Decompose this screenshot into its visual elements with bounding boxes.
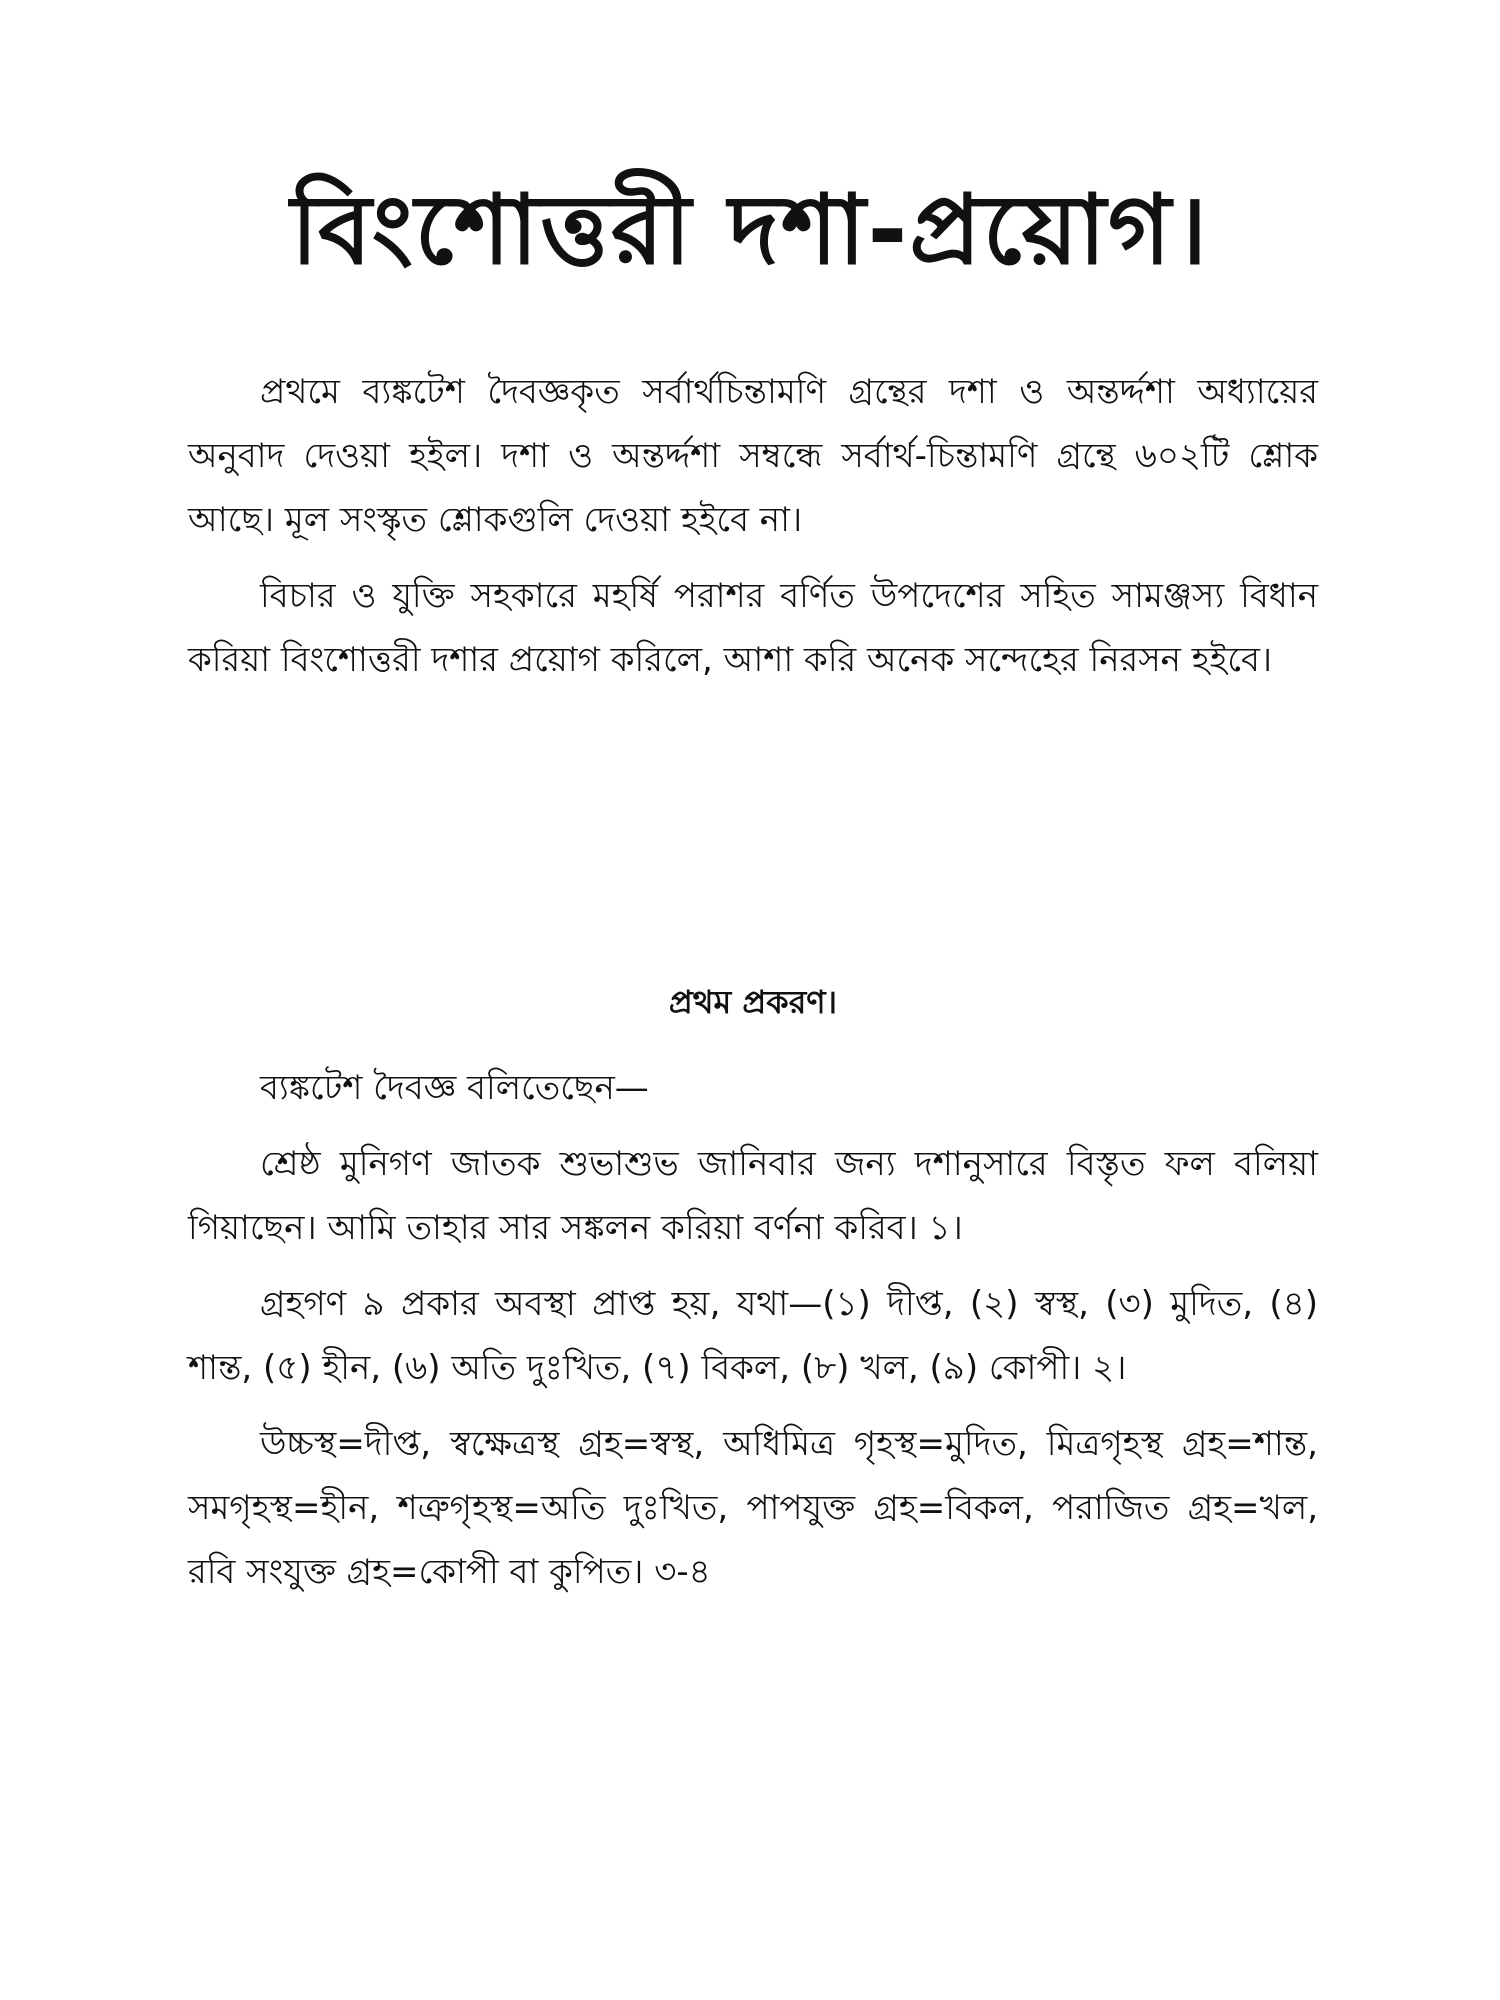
chapter-paragraph-1: ব্যঙ্কটেশ দৈবজ্ঞ বলিতেছেন— [260,1068,649,1108]
chapter-paragraph-2: শ্রেষ্ঠ মুনিগণ জাতক শুভাশুভ জানিবার জন্য দশানুসারে বিস্তৃত ফল বলিয়া গিয়াছেন। আমি তাহার সার সঙ্কলন করিয়া বর্ণনা করিব। ১। [188,1144,1318,1248]
chapter-paragraph-4: উচ্চস্থ=দীপ্ত, স্বক্ষেত্রস্থ গ্রহ=স্বস্থ, অধিমিত্র গৃহস্থ=মুদিত, মিত্রগৃহস্থ গ্রহ=শান্ত, সমগৃহস্থ=হীন, শত্রুগৃহস্থ=অতি দুঃখিত, পাপযুক্ত গ্রহ=বিকল, পরাজিত গ্রহ=খল, রবি সংযুক্ত গ্রহ=কোপী বা কুপিত। ৩-৪ [188,1424,1318,1592]
chapter-paragraph-3: গ্রহগণ ৯ প্রকার অবস্থা প্রাপ্ত হয়, যথা—(১) দীপ্ত, (২) স্বস্থ, (৩) মুদিত, (৪) শান্ত, (৫) হীন, (৬) অতি দুঃখিত, (৭) বিকল, (৮) খল, (৯) কোপী। ২। [188,1284,1318,1388]
intro-paragraph-2: বিচার ও যুক্তি সহকারে মহর্ষি পরাশর বর্ণিত উপদেশের সহিত সামঞ্জস্য বিধান করিয়া বিংশোত্তরী দশার প্রয়োগ করিলে, আশা করি অনেক সন্দেহের নিরসন হইবে। [188,576,1318,680]
chapter-section [188,970,1318,1616]
intro-paragraph-1: প্রথমে ব্যঙ্কটেশ দৈবজ্ঞকৃত সর্বার্থচিন্তামণি গ্রন্থের দশা ও অন্তর্দ্দশা অধ্যায়ের অনুবাদ দেওয়া হইল। দশা ও অন্তর্দ্দশা সম্বন্ধে সর্বার্থ-চিন্তামণি গ্রন্থে ৬০২টি শ্লোক আছে। মূল সংস্কৃত শ্লোকগুলি দেওয়া হইবে না। [188,372,1318,540]
intro-section [188,360,1318,704]
chapter-heading: প্রথম প্রকরণ। [668,983,838,1021]
page-title: বিংশোত্তরী দশা-প্রয়োগ। [290,174,1210,286]
